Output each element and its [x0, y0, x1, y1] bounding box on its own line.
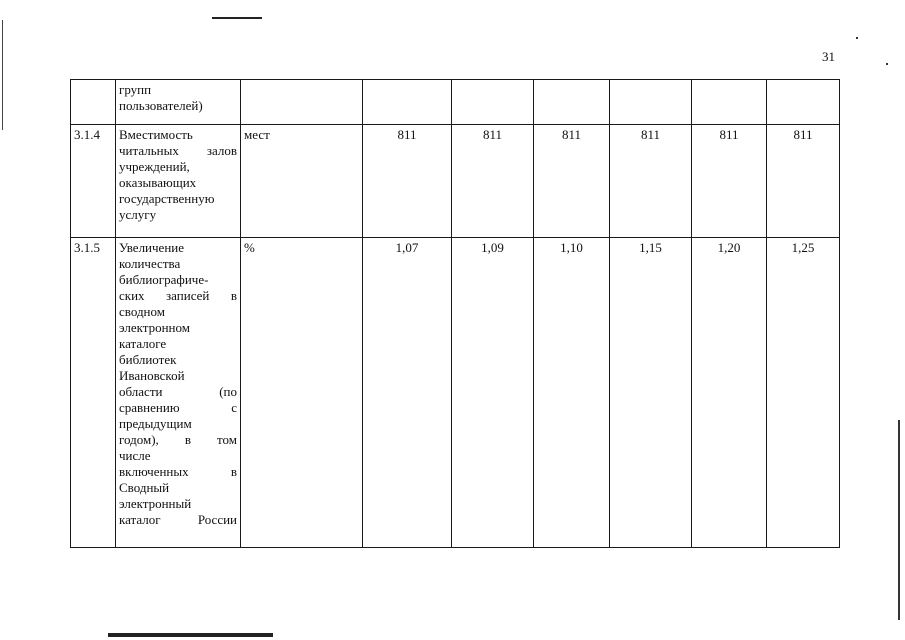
scan-artifact-edge: [898, 420, 900, 620]
scan-artifact-line: [212, 17, 262, 19]
row-value: 1,07: [363, 238, 452, 548]
row-value: 811: [767, 125, 840, 238]
indicator-name-line: годом), в том: [119, 432, 237, 447]
indicator-name-line: области (по: [119, 384, 237, 399]
scan-artifact-dot: [886, 63, 888, 65]
row-value: 1,10: [534, 238, 610, 548]
row-value: [534, 80, 610, 125]
page-number: 31: [822, 49, 835, 64]
row-indicator-name: [116, 125, 241, 238]
row-unit: [241, 80, 363, 125]
indicator-name-line: сравнению с: [119, 400, 237, 415]
indicator-name-line: читальных залов: [119, 143, 237, 158]
row-code: 3.1.4: [71, 125, 116, 238]
row-indicator-name: [116, 238, 241, 548]
row-value: 811: [610, 125, 692, 238]
table-row: [71, 80, 840, 125]
row-value: 811: [692, 125, 767, 238]
indicator-name-line: количества: [119, 256, 181, 271]
row-unit: %: [241, 238, 363, 548]
row-value: [452, 80, 534, 125]
indicator-name-line: каталог России: [119, 512, 237, 527]
indicator-table: [70, 79, 840, 548]
row-value: [767, 80, 840, 125]
indicator-name-line: библиографиче-: [119, 272, 209, 287]
indicator-name-line: электронный: [119, 496, 192, 511]
indicator-name-line: государственную: [119, 191, 215, 206]
row-indicator-name: [116, 80, 241, 125]
row-value: [610, 80, 692, 125]
scan-artifact-line: [108, 633, 273, 637]
indicator-name-line: Сводный: [119, 480, 170, 495]
table-row: [71, 125, 840, 238]
indicator-name-line: сводном: [119, 304, 165, 319]
indicator-name-line: Увеличение: [119, 240, 185, 255]
row-code: [71, 80, 116, 125]
scan-artifact-edge: [2, 20, 3, 130]
scan-artifact-dot: [856, 37, 858, 39]
indicator-name-line: числе: [119, 448, 151, 463]
row-value: 1,09: [452, 238, 534, 548]
row-value: 1,15: [610, 238, 692, 548]
row-value: 1,25: [767, 238, 840, 548]
indicator-name-line: электронном: [119, 320, 190, 335]
indicator-name-line: пользователей): [119, 98, 203, 113]
indicator-name-line: Вместимость: [119, 127, 193, 142]
row-value: 1,20: [692, 238, 767, 548]
table-row: [71, 238, 840, 548]
indicator-name-line: каталоге: [119, 336, 167, 351]
row-value: 811: [363, 125, 452, 238]
indicator-name-line: Ивановской: [119, 368, 185, 383]
indicator-name-line: ских записей в: [119, 288, 237, 303]
row-value: 811: [534, 125, 610, 238]
row-value: [363, 80, 452, 125]
row-code: 3.1.5: [71, 238, 116, 548]
indicator-name-line: услугу: [119, 207, 157, 222]
indicator-name-line: включенных в: [119, 464, 237, 479]
row-value: [692, 80, 767, 125]
row-value: 811: [452, 125, 534, 238]
indicator-name-line: учреждений,: [119, 159, 190, 174]
indicator-name-line: групп: [119, 82, 152, 97]
indicator-name-line: предыдущим: [119, 416, 192, 431]
indicator-name-line: библиотек: [119, 352, 177, 367]
indicator-name-line: оказывающих: [119, 175, 197, 190]
row-unit: мест: [241, 125, 363, 238]
